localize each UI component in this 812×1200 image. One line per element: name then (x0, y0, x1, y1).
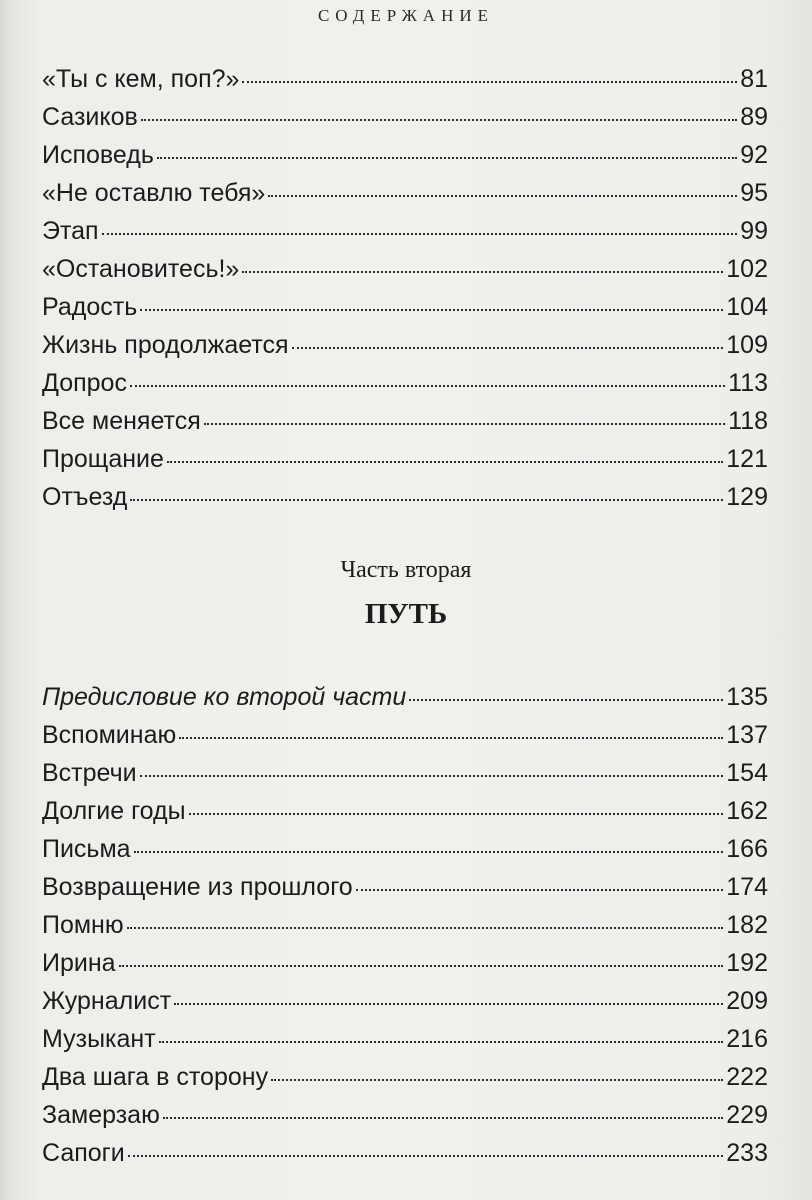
toc-entry (42, 364, 768, 402)
part-label: Часть вторая (340, 557, 472, 583)
toc-entry-page-number: 104 (726, 293, 768, 321)
toc-entry (42, 288, 768, 326)
toc-entry-title: Долгие годы (42, 797, 186, 825)
toc-entry-page-number: 209 (726, 987, 768, 1015)
toc-entry-page-number: 166 (726, 835, 768, 863)
toc-entry-title: Сазиков (42, 103, 138, 131)
toc-entry-title: Помню (42, 911, 124, 939)
toc-entry-title: Два шага в сторону (42, 1063, 269, 1091)
toc-entry-page-number: 174 (726, 873, 768, 901)
toc-entry (42, 440, 768, 478)
part-title: ПУТЬ (364, 598, 448, 630)
dot-leader (204, 422, 725, 425)
dot-leader (271, 1078, 723, 1081)
toc-entry-page-number: 182 (726, 911, 768, 939)
toc-entry (42, 402, 768, 440)
dot-leader (356, 888, 724, 891)
toc-entry (42, 1020, 768, 1058)
toc-entry-page-number: 222 (726, 1063, 768, 1091)
toc-entry (42, 944, 768, 982)
dot-leader (409, 698, 723, 701)
toc-entry-page-number: 89 (740, 103, 768, 131)
dot-leader (159, 1040, 724, 1043)
dot-leader (268, 194, 737, 197)
toc-entry-title: Возвращение из прошлого (42, 873, 353, 901)
toc-entry-title: Этап (42, 217, 99, 245)
toc-entry-page-number: 233 (726, 1139, 768, 1167)
toc-entry-title: «Ты с кем, поп?» (42, 65, 240, 93)
toc-entry-page-number: 92 (740, 141, 768, 169)
toc-entry-title: Предисловие ко второй части (42, 683, 407, 711)
toc-entry (42, 136, 768, 174)
dot-leader (119, 964, 724, 967)
toc-entry (42, 716, 768, 754)
dot-leader (292, 346, 724, 349)
toc-entry-page-number: 216 (726, 1025, 768, 1053)
toc-entry-page-number: 118 (728, 407, 768, 435)
dot-leader (130, 498, 723, 501)
dot-leader (140, 774, 724, 777)
dot-leader (242, 270, 723, 273)
toc-entry-page-number: 129 (726, 483, 768, 511)
toc-entry-title: Отъезд (42, 483, 128, 511)
dot-leader (141, 118, 737, 121)
dot-leader (140, 308, 723, 311)
toc-entry (42, 326, 768, 364)
toc-entry-title: Ирина (42, 949, 116, 977)
toc-entry-title: Допрос (42, 369, 127, 397)
toc-entry-title: Замерзаю (42, 1101, 160, 1129)
toc-entry-page-number: 99 (740, 217, 768, 245)
running-head: СОДЕРЖАНИЕ (317, 6, 495, 25)
toc-entry-title: Жизнь продолжается (42, 331, 289, 359)
dot-leader (163, 1116, 723, 1119)
toc-entry-page-number: 192 (726, 949, 768, 977)
toc-entry (42, 678, 768, 716)
toc-entry (42, 174, 768, 212)
toc-entry-title: Письма (42, 835, 131, 863)
toc-entry (42, 1058, 768, 1096)
toc-entry-title: Радость (42, 293, 138, 321)
dot-leader (179, 736, 723, 739)
toc-entry-title: Журналист (42, 987, 172, 1015)
toc-entry-title: Все меняется (42, 407, 201, 435)
toc-entry (42, 982, 768, 1020)
toc-entry-page-number: 113 (728, 369, 768, 397)
toc-list-part-two (42, 678, 768, 1172)
toc-entry (42, 212, 768, 250)
toc-entry (42, 868, 768, 906)
toc-entry-page-number: 95 (740, 179, 768, 207)
dot-leader (242, 80, 737, 83)
toc-entry-title: Встречи (42, 759, 137, 787)
toc-entry-page-number: 229 (726, 1101, 768, 1129)
toc-entry (42, 1134, 768, 1172)
toc-entry (42, 792, 768, 830)
toc-entry-title: Прощание (42, 445, 164, 473)
toc-entry-page-number: 162 (726, 797, 768, 825)
toc-entry-page-number: 109 (726, 331, 768, 359)
toc-entry-page-number: 154 (726, 759, 768, 787)
dot-leader (102, 232, 738, 235)
toc-entry-page-number: 135 (726, 683, 768, 711)
dot-leader (157, 156, 737, 159)
toc-entry-title: «Не оставлю тебя» (42, 179, 266, 207)
toc-entry-title: Сапоги (42, 1139, 125, 1167)
dot-leader (128, 1154, 724, 1157)
dot-leader (174, 1002, 723, 1005)
toc-entry-title: «Остановитесь!» (42, 255, 240, 283)
toc-entry-title: Музыкант (42, 1025, 156, 1053)
toc-entry (42, 478, 768, 516)
toc-list-part-one (42, 60, 768, 516)
dot-leader (167, 460, 723, 463)
dot-leader (134, 850, 724, 853)
dot-leader (130, 384, 725, 387)
toc-entry-page-number: 137 (726, 721, 768, 749)
toc-entry (42, 1096, 768, 1134)
toc-entry-page-number: 121 (726, 445, 768, 473)
toc-entry-page-number: 81 (740, 65, 768, 93)
toc-entry (42, 60, 768, 98)
dot-leader (189, 812, 724, 815)
toc-entry (42, 250, 768, 288)
toc-entry-page-number: 102 (726, 255, 768, 283)
toc-entry-title: Вспоминаю (42, 721, 177, 749)
toc-entry (42, 906, 768, 944)
toc-entry (42, 754, 768, 792)
toc-entry (42, 98, 768, 136)
toc-entry (42, 830, 768, 868)
toc-entry-title: Исповедь (42, 141, 154, 169)
dot-leader (127, 926, 724, 929)
